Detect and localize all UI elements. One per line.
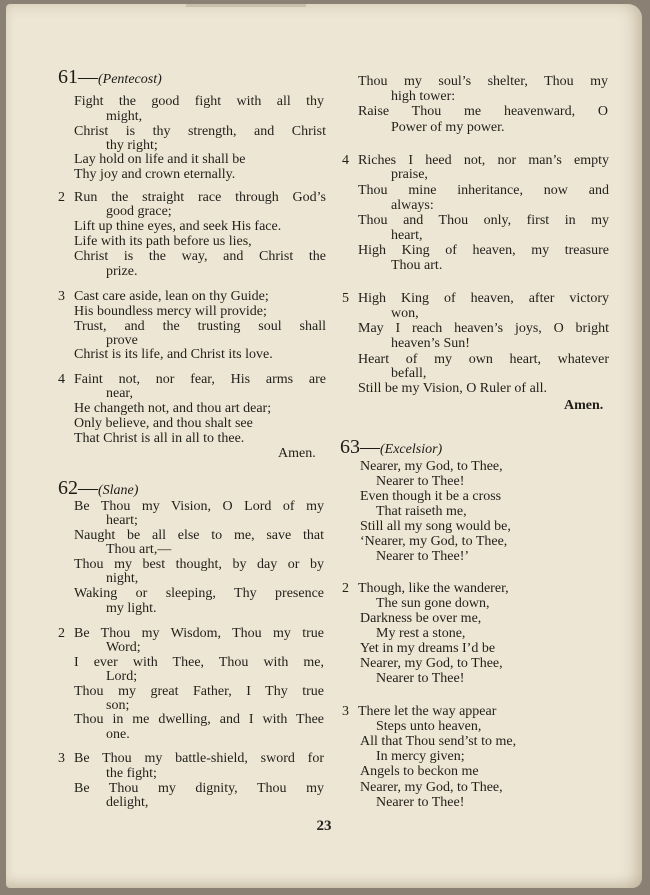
verse-line: one. <box>106 727 130 742</box>
verse-line: good grace; <box>106 204 172 219</box>
verse-line: heaven’s Sun! <box>391 336 470 351</box>
hymn-dash: — <box>78 66 98 88</box>
page-number: 23 <box>316 818 332 834</box>
hymnal-page <box>6 4 642 888</box>
verse-line: my light. <box>106 601 157 616</box>
verse-line: Yet in my dreams I’d be <box>360 641 496 656</box>
verse-line: high tower: <box>391 89 456 104</box>
verse-line: Waking or sleeping, Thy presence <box>74 586 324 601</box>
verse-line: heart, <box>391 228 423 243</box>
verse-line: Thou my soul’s shelter, Thou my <box>358 74 608 89</box>
verse-line: Fight the good fight with all thy <box>74 94 324 109</box>
verse-line: Nearer, my God, to Thee, <box>360 656 503 671</box>
verse-line: There let the way appear <box>358 704 497 719</box>
verse-number: 3 <box>342 704 349 719</box>
verse-line: heart; <box>106 513 138 528</box>
verse-line: Angels to beckon me <box>360 764 479 779</box>
hymn-dash: — <box>360 436 380 458</box>
verse-number: 3 <box>58 289 65 304</box>
verse-line: Be Thou my battle-shield, sword for <box>74 751 324 766</box>
verse-line: Thou art,— <box>106 542 172 557</box>
verse-line: Lift up thine eyes, and seek His face. <box>74 219 282 234</box>
verse-line: Though, like the wanderer, <box>358 581 509 596</box>
hymn-number: 63 <box>340 436 360 458</box>
verse-line: thy right; <box>106 138 158 153</box>
verse-line: Nearer to Thee!’ <box>376 549 470 564</box>
verse-line: night, <box>106 571 139 586</box>
hymn-62-heading <box>58 477 138 500</box>
verse-line: the fight; <box>106 766 157 781</box>
verse-line: prove <box>106 333 138 348</box>
verse-line: Thou mine inheritance, now and <box>358 183 609 198</box>
verse-line: Thy joy and crown eternally. <box>74 167 236 182</box>
verse-line: He changeth not, and thou art dear; <box>74 401 272 416</box>
hymn-tune: (Excelsior) <box>380 442 443 457</box>
page-top-edge <box>186 4 306 7</box>
verse-line: His boundless mercy will provide; <box>74 304 267 319</box>
verse-line: Riches I heed not, nor man’s empty <box>358 153 609 168</box>
verse-line: Christ is the way, and Christ the <box>74 249 326 264</box>
verse-line: delight, <box>106 795 149 810</box>
verse-line: Lay hold on life and it shall be <box>74 152 246 167</box>
verse-line: Thou my best thought, by day or by <box>74 557 324 572</box>
verse-line: Cast care aside, lean on thy Guide; <box>74 289 269 304</box>
hymn-dash: — <box>78 477 98 499</box>
verse-line: Power of my power. <box>391 120 505 135</box>
verse-number: 2 <box>342 581 349 596</box>
hymn-number: 61 <box>58 66 78 88</box>
verse-line: ‘Nearer, my God, to Thee, <box>360 534 508 549</box>
verse-line: Raise Thou me heavenward, O <box>358 104 608 119</box>
verse-line: Nearer, my God, to Thee, <box>360 459 503 474</box>
hymn-63-heading <box>340 436 442 459</box>
verse-line: Run the straight race through God’s <box>74 190 326 205</box>
verse-line: Nearer to Thee! <box>376 474 465 489</box>
verse-line: Be Thou my Vision, O Lord of my <box>74 499 324 514</box>
verse-number: 2 <box>58 626 65 641</box>
verse-line: Be Thou my dignity, Thou my <box>74 781 324 796</box>
hymn-number: 62 <box>58 477 78 499</box>
verse-number: 3 <box>58 751 65 766</box>
verse-line: befall, <box>391 366 427 381</box>
verse-line: Still be my Vision, O Ruler of all. <box>358 381 548 396</box>
verse-line: Christ is thy strength, and Christ <box>74 124 326 139</box>
verse-line: Be Thou my Wisdom, Thou my true <box>74 626 324 641</box>
verse-line: High King of heaven, after victory <box>358 291 609 306</box>
verse-line: Steps unto heaven, <box>376 719 482 734</box>
verse-line: In mercy given; <box>376 749 465 764</box>
verse-line: Word; <box>106 640 141 655</box>
hymn-61-heading <box>58 66 162 89</box>
verse-line: Nearer to Thee! <box>376 795 465 810</box>
verse-line: praise, <box>391 167 428 182</box>
verse-line: That Christ is all in all to thee. <box>74 431 245 446</box>
verse-line: The sun gone down, <box>376 596 490 611</box>
verse-line: Life with its path before us lies, <box>74 234 252 249</box>
verse-line: Nearer, my God, to Thee, <box>360 780 503 795</box>
hymn-tune: (Slane) <box>98 483 139 498</box>
verse-line: That raiseth me, <box>376 504 467 519</box>
hymn-tune: (Pentecost) <box>98 72 162 87</box>
verse-line: Nearer to Thee! <box>376 671 465 686</box>
verse-line: Thou in me dwelling, and I with Thee <box>74 712 324 727</box>
verse-line: Darkness be over me, <box>360 611 482 626</box>
verse-line: always: <box>391 198 434 213</box>
verse-line: son; <box>106 698 130 713</box>
verse-line: Only believe, and thou shalt see <box>74 416 253 431</box>
verse-line: Thou art. <box>391 258 443 273</box>
verse-number: 5 <box>342 291 349 306</box>
verse-line: Heart of my own heart, whatever <box>358 352 609 367</box>
verse-line: My rest a stone, <box>376 626 466 641</box>
verse-line: Thou and Thou only, first in my <box>358 213 609 228</box>
verse-line: High King of heaven, my treasure <box>358 243 609 258</box>
verse-line: Faint not, nor fear, His arms are <box>74 372 326 387</box>
verse-line: Even though it be a cross <box>360 489 502 504</box>
verse-number: 2 <box>58 190 65 205</box>
verse-number: 4 <box>342 153 349 168</box>
verse-line: All that Thou send’st to me, <box>360 734 517 749</box>
verse-line: near, <box>106 386 134 401</box>
verse-line: prize. <box>106 264 138 279</box>
verse-line: May I reach heaven’s joys, O bright <box>358 321 609 336</box>
amen: Amen. <box>278 446 316 461</box>
verse-line: won, <box>391 306 419 321</box>
verse-line: Thou my great Father, I Thy true <box>74 684 324 699</box>
verse-line: Lord; <box>106 669 138 684</box>
verse-number: 4 <box>58 372 65 387</box>
verse-line: Still all my song would be, <box>360 519 511 534</box>
verse-line: Trust, and the trusting soul shall <box>74 319 326 334</box>
verse-line: Christ is its life, and Christ its love. <box>74 347 273 362</box>
verse-line: I ever with Thee, Thou with me, <box>74 655 324 670</box>
amen: Amen. <box>564 398 604 413</box>
verse-line: Naught be all else to me, save that <box>74 528 324 543</box>
verse-line: might, <box>106 109 143 124</box>
